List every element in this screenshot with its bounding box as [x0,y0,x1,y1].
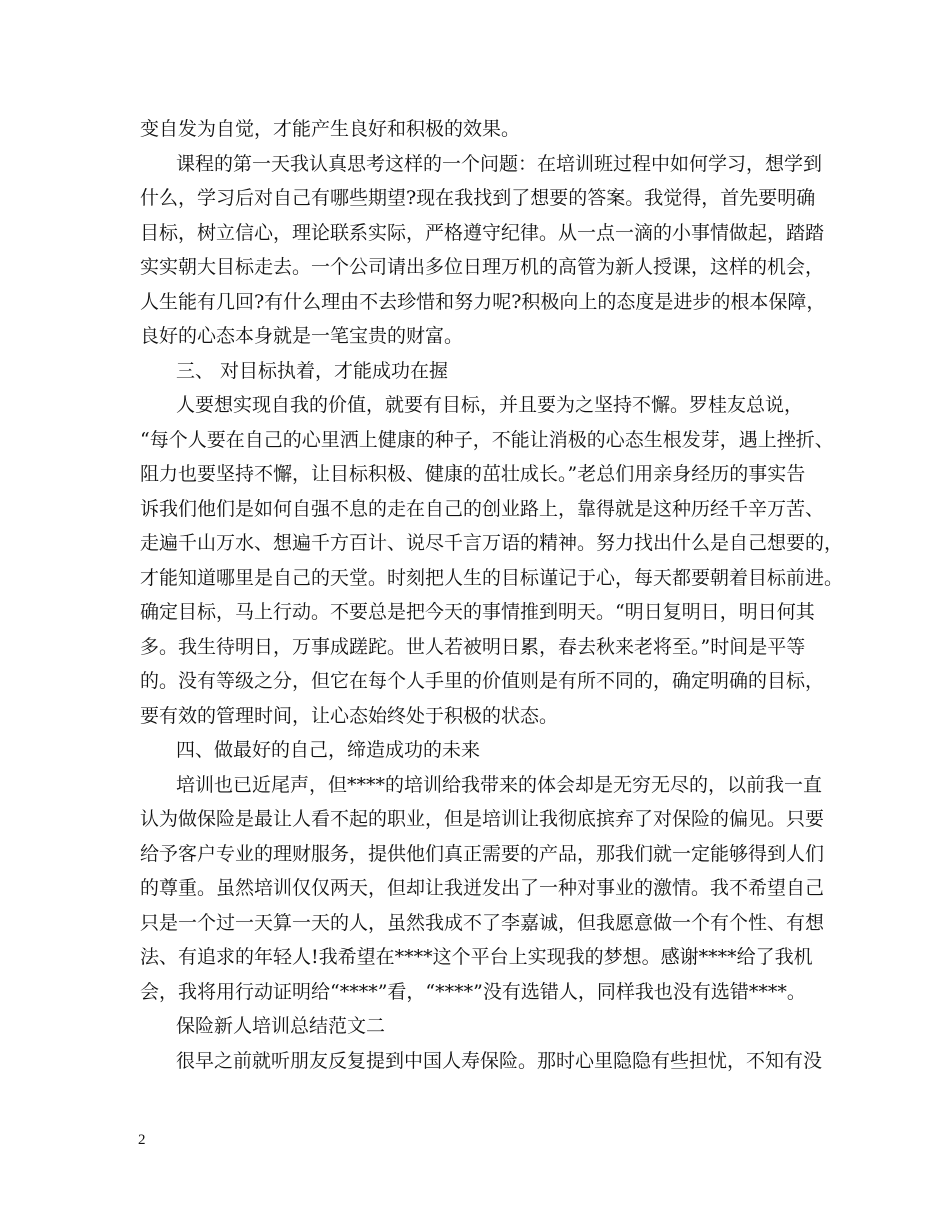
paragraph-start: 培训也已近尾声，但****的培训给我带来的体会却是无穷无尽的，以前我一直 [176,774,823,796]
text-line: 阻力也要坚持不懈，让目标积极、健康的茁壮成长。”老总们用亲身经历的事实告 [140,463,806,485]
text-line: 才能知道哪里是自己的天堂。时刻把人生的目标谨记于心，每天都要朝着目标前进。 [140,567,844,589]
page-number: 2 [138,1132,146,1148]
section-heading-four: 四、做最好的自己，缔造成功的未来 [176,739,481,761]
text-line: 给予客户专业的理财服务，提供他们真正需要的产品，那我们就一定能够得到人们 [140,843,825,865]
paragraph-start: 课程的第一天我认真思考这样的一个问题：在培训班过程中如何学习，想学到 [176,153,823,175]
text-line: 会，我将用行动证明给“****”看，“****”没有选错人，同样我也没有选错****。 [140,981,806,1003]
text-line: 什么，学习后对自己有哪些期望?现在我找到了想要的答案。我觉得，首先要明确 [140,187,816,209]
text-line: 多。我生待明日，万事成蹉跎。世人若被明日累，春去秋来老将至。”时间是平等 [140,636,806,658]
text-line: 的尊重。虽然培训仅仅两天，但却让我迸发出了一种对事业的激情。我不希望自己 [140,877,825,899]
text-line: 的。没有等级之分，但它在每个人手里的价值则是有所不同的，确定明确的目标， [140,670,825,692]
text-line: 目标，树立信心，理论联系实际，严格遵守纪律。从一点一滴的小事情做起，踏踏 [140,222,825,244]
text-line: 走遍千山万水、想遍千方百计、说尽千言万语的精神。努力找出什么是自己想要的， [140,532,844,554]
text-line: 法、有追求的年轻人!我希望在****这个平台上实现我的梦想。感谢****给了我机 [140,946,813,968]
article-subtitle: 保险新人培训总结范文二 [176,1015,386,1037]
section-heading-three: 三、 对目标执着，才能成功在握 [176,360,449,382]
text-line: 人生能有几回?有什么理由不去珍惜和努力呢?积极向上的态度是进步的根本保障， [140,291,826,313]
text-line: 确定目标，马上行动。不要总是把今天的事情推到明天。“明日复明日，明日何其 [140,601,815,623]
paragraph-start: 很早之前就听朋友反复提到中国人寿保险。那时心里隐隐有些担忧，不知有没 [176,1050,823,1072]
text-line: 实实朝大目标走去。一个公司请出多位日理万机的高管为新人授课，这样的机会， [140,256,825,278]
text-line: 要有效的管理时间，让心态始终处于积极的状态。 [140,705,559,727]
paragraph-start: 人要想实现自我的价值，就要有目标，并且要为之坚持不懈。罗桂友总说， [176,394,804,416]
text-line: 良好的心态本身就是一笔宝贵的财富。 [140,325,464,347]
text-line: 变自发为自觉，才能产生良好和积极的效果。 [140,118,521,140]
text-line: “每个人要在自己的心里洒上健康的种子，不能让消极的心态生根发芽，遇上挫折、 [140,429,834,451]
text-line: 诉我们他们是如何自强不息的走在自己的创业路上，靠得就是这种历经千辛万苦、 [140,498,825,520]
text-line: 只是一个过一天算一天的人，虽然我成不了李嘉诚，但我愿意做一个有个性、有想 [140,912,825,934]
text-line: 认为做保险是最让人看不起的职业，但是培训让我彻底摈弃了对保险的偏见。只要 [140,808,825,830]
